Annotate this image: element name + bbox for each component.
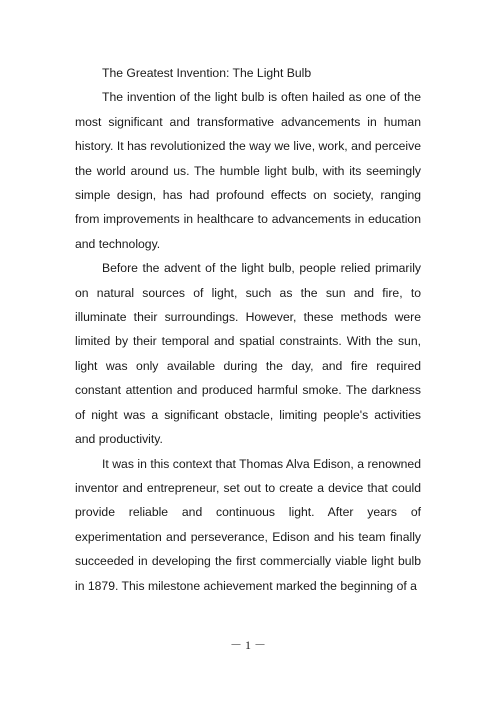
page-number: － 1 － (229, 638, 266, 652)
document-body (75, 61, 421, 598)
paragraph-1: The invention of the light bulb is often hailed as one of the most significant and transformative advancements in human history. It has revolutionized the way we live, work, and perceive the world around us. The humble light bulb, with its seemingly simple design, has had profound effects on society, ranging from improvements in healthcare to advancements in education and technology. (75, 90, 421, 251)
paragraph-2: Before the advent of the light bulb, people relied primarily on natural sources of light, such as the sun and fire, to illuminate their surroundings. However, these methods were limited by their temporal and spatial constraints. With the sun, light was only available during the day, and fire required constant attention and produced harmful smoke. The darkness of night was a significant obstacle, limiting people's activities and productivity. (75, 261, 421, 447)
paragraph-3: It was in this context that Thomas Alva Edison, a renowned inventor and entrepreneur, set out to create a device that could provide reliable and continuous light. After years of experimentation and perseverance, Edison and his team finally succeeded in developing the first commercially viable light bulb in 1879. This milestone achievement marked the beginning of a (75, 456, 421, 593)
document-title: The Greatest Invention: The Light Bulb (102, 66, 312, 80)
